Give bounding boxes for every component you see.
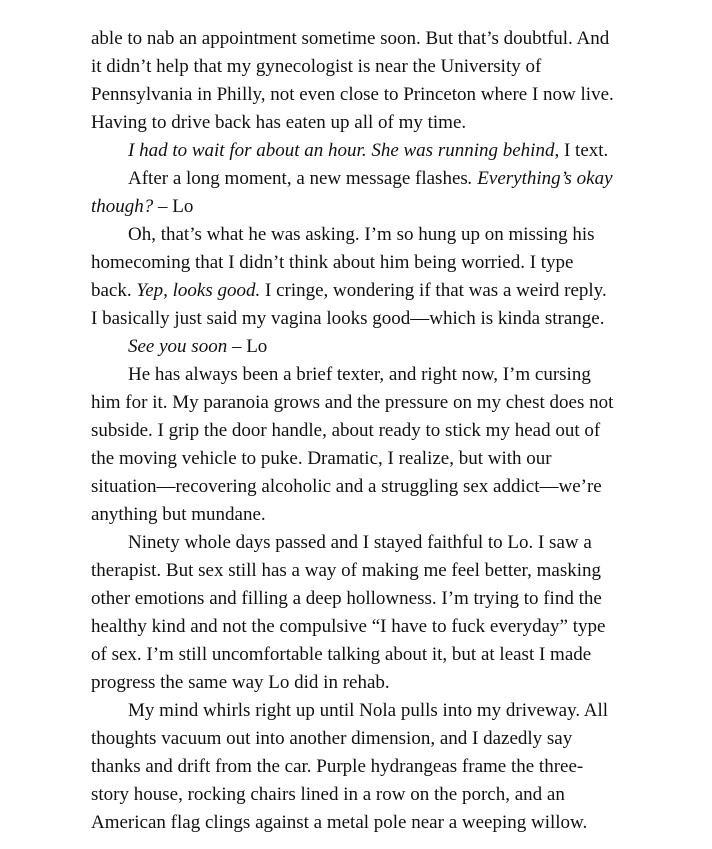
paragraph bbox=[91, 361, 623, 529]
text-line: American flag clings against a metal pole near a weeping willow. bbox=[91, 812, 588, 833]
text-line: See you soon – Lo bbox=[128, 336, 268, 357]
book-page-text bbox=[91, 25, 623, 837]
text-line: He has always been a brief texter, and right now, I’m cursing bbox=[128, 364, 591, 385]
text-line: though? – Lo bbox=[91, 196, 194, 217]
text-line: homecoming that I didn’t think about him being worried. I type bbox=[91, 252, 574, 273]
paragraph bbox=[91, 25, 623, 137]
text-line: healthy kind and not the compulsive “I have to fuck everyday” type bbox=[91, 616, 606, 637]
text-line: the moving vehicle to puke. Dramatic, I realize, but with our bbox=[91, 448, 552, 469]
text-line: back. Yep, looks good. I cringe, wondering if that was a weird reply. bbox=[91, 280, 607, 301]
text-line: My mind whirls right up until Nola pulls into my driveway. All bbox=[128, 700, 609, 721]
text-line: Ninety whole days passed and I stayed faithful to Lo. I saw a bbox=[128, 532, 592, 553]
text-line: I basically just said my vagina looks good—which is kinda strange. bbox=[91, 308, 605, 329]
paragraph bbox=[91, 137, 623, 165]
text-line: able to nab an appointment sometime soon. But that’s doubtful. And bbox=[91, 28, 610, 49]
paragraph bbox=[91, 697, 623, 837]
text-line: thanks and drift from the car. Purple hydrangeas frame the three- bbox=[91, 756, 584, 777]
text-line: After a long moment, a new message flashes. Everything’s okay bbox=[128, 168, 613, 189]
paragraph bbox=[91, 221, 623, 333]
text-line: therapist. But sex still has a way of making me feel better, masking bbox=[91, 560, 602, 581]
text-line: thoughts vacuum out into another dimension, and I dazedly say bbox=[91, 728, 573, 749]
text-line: Having to drive back has eaten up all of my time. bbox=[91, 112, 467, 133]
text-line: subside. I grip the door handle, about ready to stick my head out of bbox=[91, 420, 601, 441]
text-line: progress the same way Lo did in rehab. bbox=[91, 672, 390, 693]
text-line: him for it. My paranoia grows and the pressure on my chest does not bbox=[91, 392, 614, 413]
text-line: it didn’t help that my gynecologist is near the University of bbox=[91, 56, 542, 77]
text-line: I had to wait for about an hour. She was running behind, I text. bbox=[128, 140, 609, 161]
text-line: Pennsylvania in Philly, not even close to Princeton where I now live. bbox=[91, 84, 614, 105]
text-line: story house, rocking chairs lined in a row on the porch, and an bbox=[91, 784, 565, 805]
paragraph bbox=[91, 529, 623, 697]
text-line: of sex. I’m still uncomfortable talking about it, but at least I made bbox=[91, 644, 592, 665]
paragraph bbox=[91, 165, 623, 221]
text-line: situation—recovering alcoholic and a struggling sex addict—we’re bbox=[91, 476, 602, 497]
text-line: Oh, that’s what he was asking. I’m so hung up on missing his bbox=[128, 224, 595, 245]
text-line: anything but mundane. bbox=[91, 504, 266, 525]
paragraph bbox=[91, 333, 623, 361]
text-line: other emotions and filling a deep hollowness. I’m trying to find the bbox=[91, 588, 602, 609]
